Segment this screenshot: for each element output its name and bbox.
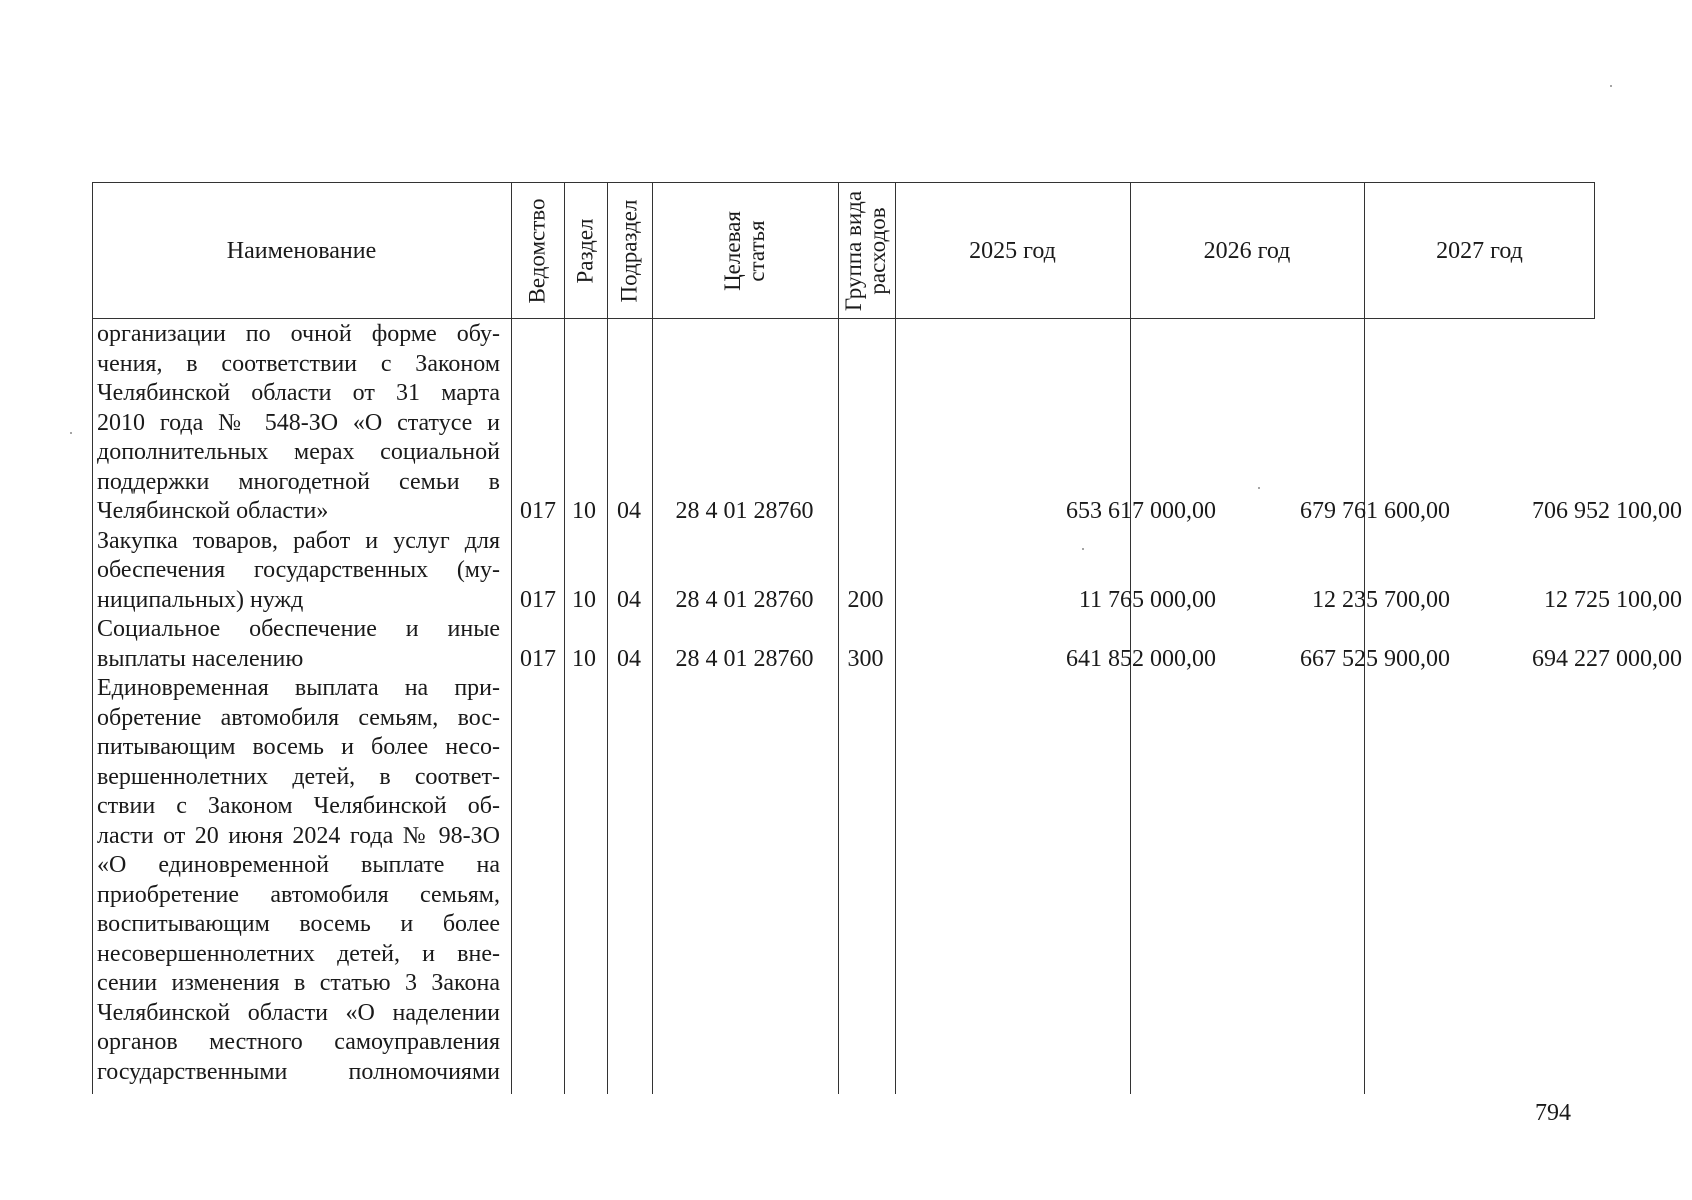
row-2-subsection: 04 <box>617 586 641 613</box>
row-2-dept: 017 <box>520 586 556 613</box>
row-2-section: 10 <box>572 586 596 613</box>
row-3-2025: 641 852 000,00 <box>1066 645 1216 672</box>
scan-speck <box>1258 487 1260 489</box>
row-3-dept: 017 <box>520 645 556 672</box>
scan-speck <box>1610 85 1612 87</box>
row-3-description: Социальное обеспечение и иные выплаты населению <box>97 616 500 672</box>
row-1-article: 28 4 01 28760 <box>675 498 814 524</box>
row-1-description: организации по очной форме обу- чения, в соответствии с Законом Челябинской области от 31 марта 2010 года № 548-ЗО «О статусе и дополнительных мерах социальной поддержки многодетной семьи в Челябинской области» <box>97 321 500 524</box>
row-3-article: 28 4 01 28760 <box>675 645 814 672</box>
row-2-2025: 11 765 000,00 <box>1078 586 1216 613</box>
row-3-subsection: 04 <box>617 645 641 672</box>
header-dept: Ведомство <box>524 197 550 304</box>
header-year-2025: 2025 год <box>969 237 1056 264</box>
row-1-2025: 653 617 000,00 <box>1066 498 1216 524</box>
budget-table <box>92 182 1682 1094</box>
header-year-2027: 2027 год <box>1436 237 1523 264</box>
header-expense-group: Группа вида расходов <box>841 190 891 311</box>
row-4-description: Единовременная выплата на при- обретение автомобиля семьям, вос- питывающим восемь и более несо- вершеннолетних детей, в соответ- ствии с Законом Челябинской об- ласти от 20 июня 2024 года № 98-ЗО «О единовременной выплате на приобретение автомобиля семьям, воспитывающим восемь и более несовершеннолетних детей, и вне- сении изменения в статью 3 Закона Челябинской области «О наделении органов местного самоуправления государственными полномочиями <box>97 675 500 1085</box>
header-target-article: Целевая статья <box>719 210 769 291</box>
row-2-description: Закупка товаров, работ и услуг для обеспечения государственных (му- ниципальных) нужд <box>97 527 500 613</box>
header-section: Раздел <box>572 217 598 284</box>
header-subsection: Подраздел <box>616 199 642 302</box>
row-2-article: 28 4 01 28760 <box>675 586 814 613</box>
header-name: Наименование <box>226 237 377 264</box>
row-1-section: 10 <box>572 498 596 524</box>
row-1-subsection: 04 <box>617 498 641 524</box>
row-2-2026: 12 235 700,00 <box>1312 586 1450 613</box>
scan-speck <box>70 432 72 434</box>
row-1-2026: 679 761 600,00 <box>1300 498 1450 524</box>
row-1-2027: 706 952 100,00 <box>1532 498 1682 524</box>
scan-speck <box>1082 548 1084 550</box>
row-3-2026: 667 525 900,00 <box>1300 645 1450 672</box>
row-1-dept: 017 <box>520 498 556 524</box>
row-3-group: 300 <box>847 645 884 672</box>
page-number: 794 <box>1535 1100 1571 1126</box>
row-3-section: 10 <box>572 645 596 672</box>
row-3-2027: 694 227 000,00 <box>1532 645 1682 672</box>
header-year-2026: 2026 год <box>1203 237 1291 264</box>
row-2-group: 200 <box>847 586 884 613</box>
row-2-2027: 12 725 100,00 <box>1544 586 1682 613</box>
